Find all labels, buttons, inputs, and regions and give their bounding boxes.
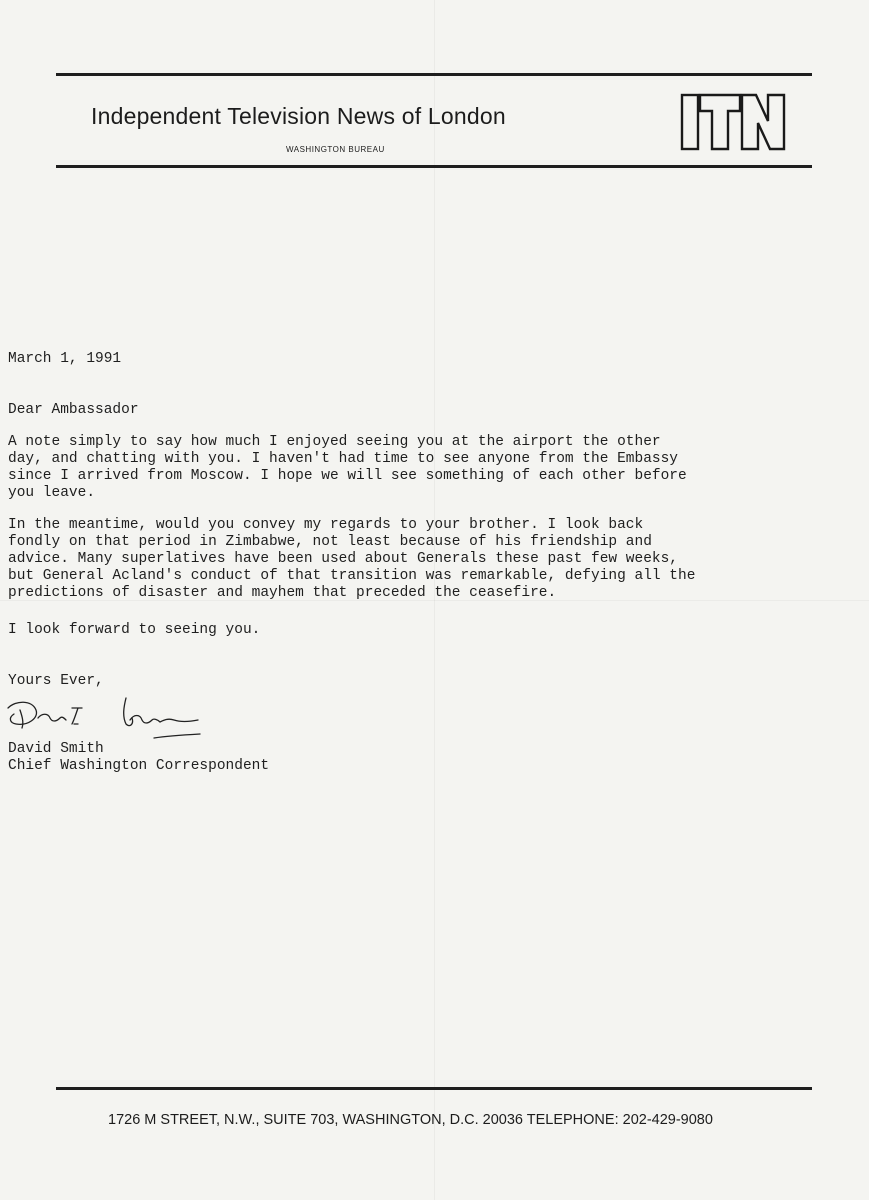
- body-paragraph-2: In the meantime, would you convey my regards to your brother. I look back fondly on that period in Zimbabwe, not least because of his friendship and advice. Many superlatives have been used about Generals these past few weeks, but General Acland's conduct of that transition was remarkable, defying all the predictions of disaster and mayhem that preceded the ceasefire.: [8, 517, 696, 601]
- footer-rule: [56, 1087, 812, 1090]
- closing: Yours Ever,: [8, 673, 104, 689]
- signer-name: David Smith: [8, 741, 104, 757]
- organization-name: Independent Television News of London: [91, 103, 506, 129]
- signer-title: Chief Washington Correspondent: [8, 758, 270, 774]
- bureau-label: WASHINGTON BUREAU: [286, 145, 385, 154]
- body-paragraph-3: I look forward to seeing you.: [8, 622, 261, 638]
- itn-logo: [680, 93, 786, 151]
- footer-address: 1726 M STREET, N.W., SUITE 703, WASHINGTON, D.C. 20036 TELEPHONE: 202-429-9080: [108, 1112, 713, 1128]
- salutation: Dear Ambassador: [8, 402, 139, 418]
- letterhead-bottom-rule: [56, 165, 812, 168]
- body-paragraph-1: A note simply to say how much I enjoyed seeing you at the airport the other day, and chatting with you. I haven't had time to see anyone from the Embassy since I arrived from Moscow. I hope we will see something of each other before you leave.: [8, 434, 687, 501]
- handwritten-signature: [2, 680, 207, 742]
- letterhead-top-rule: [56, 73, 812, 76]
- letter-date: March 1, 1991: [8, 351, 122, 367]
